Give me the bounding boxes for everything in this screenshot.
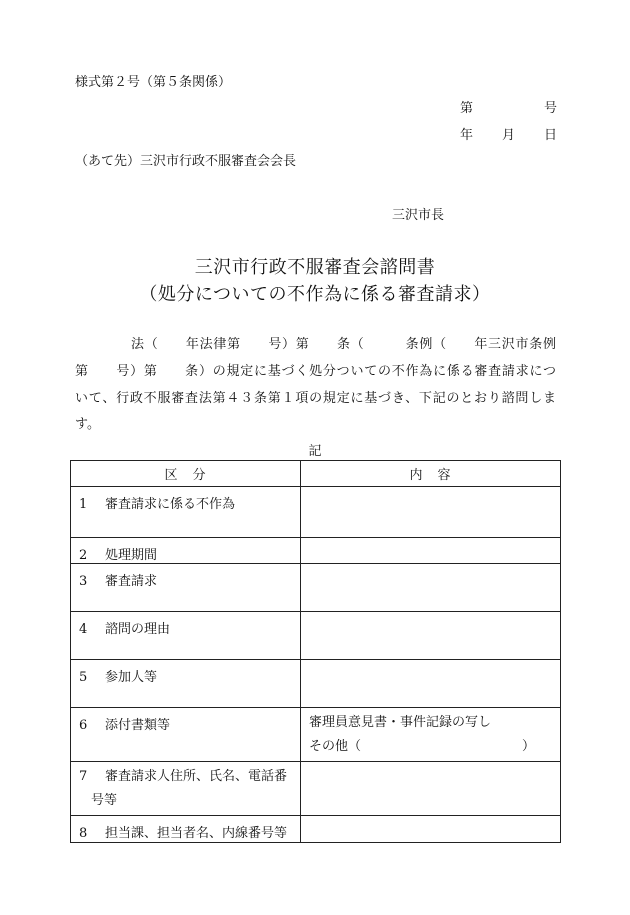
row-label-cell — [71, 816, 301, 843]
addressee: （あて先）三沢市行政不服審査会会長 — [75, 154, 297, 169]
table-row — [71, 660, 561, 708]
row-label-cell — [71, 660, 301, 708]
row-number: 3 — [79, 574, 88, 589]
table-row — [71, 538, 561, 564]
sender: 三沢市長 — [392, 208, 445, 223]
row-label: 審査請求 — [105, 574, 158, 589]
row-label-cell — [71, 487, 301, 538]
body-text-line-1: 法（ 年法律第 号）第 条（ 条例（ 年三沢市条例 — [131, 337, 556, 352]
table-row — [71, 708, 561, 762]
document-subtitle: （処分についての不作為に係る審査請求） — [139, 284, 491, 305]
inquiry-table — [70, 460, 561, 843]
table-row — [71, 487, 561, 538]
row-label: 担当課、担当者名、内線番号等 — [105, 826, 288, 841]
row-content-cell — [301, 538, 561, 564]
row-label-cell — [71, 538, 301, 564]
col-header-category: 区 分 — [71, 461, 301, 487]
row-label: 審査請求人住所、氏名、電話番 — [105, 769, 288, 784]
table-row — [71, 564, 561, 612]
table-row — [71, 816, 561, 843]
row-label: 参加人等 — [105, 670, 158, 685]
document-title: 三沢市行政不服審査会諮問書 — [194, 257, 436, 278]
close-paren: ） — [521, 739, 535, 754]
body-text-line-4: す。 — [75, 417, 100, 432]
date-month: 月 — [502, 128, 516, 143]
row-content-cell — [301, 487, 561, 538]
row-content-cell — [301, 660, 561, 708]
row-label: 添付書類等 — [105, 718, 171, 733]
row-content-cell — [301, 708, 561, 762]
row-content-cell — [301, 612, 561, 660]
table-row — [71, 612, 561, 660]
row-number: 5 — [79, 670, 88, 685]
row-label-cell — [71, 564, 301, 612]
row-number: 8 — [79, 826, 88, 841]
row-content-cell — [301, 816, 561, 843]
row-label-continued: 号等 — [91, 793, 118, 808]
col-header-content: 内 容 — [301, 461, 561, 487]
row-label-cell — [71, 612, 301, 660]
row-number: 2 — [79, 548, 88, 563]
table-header-row — [71, 461, 561, 487]
row-content-cell — [301, 762, 561, 816]
row-label: 処理期間 — [105, 548, 158, 563]
row-content-cell — [301, 564, 561, 612]
other-attachments — [309, 735, 535, 759]
date-day: 日 — [544, 128, 558, 143]
form-number: 様式第２号（第５条関係） — [75, 75, 232, 90]
row-label-cell — [71, 708, 301, 762]
other-label: その他（ — [309, 739, 362, 754]
number-prefix: 第 — [460, 101, 474, 116]
row-number: 7 — [79, 769, 88, 784]
number-suffix: 号 — [544, 101, 558, 116]
row-label: 審査請求に係る不作為 — [105, 497, 236, 512]
date-year: 年 — [460, 128, 474, 143]
ki-heading: 記 — [308, 444, 322, 459]
table-row — [71, 762, 561, 816]
attachment-text: 審理員意見書・事件記録の写し — [309, 715, 492, 730]
body-text-line-3: いて、行政不服審査法第４３条第１項の規定に基づき、下記のとおり諮問しま — [75, 391, 556, 406]
row-label-cell — [71, 762, 301, 816]
row-label: 諮問の理由 — [105, 622, 171, 637]
row-number: 1 — [79, 497, 88, 512]
row-number: 6 — [79, 718, 88, 733]
body-text-line-2: 第 号）第 条）の規定に基づく処分ついての不作為に係る審査請求につ — [75, 364, 556, 379]
row-number: 4 — [79, 622, 88, 637]
